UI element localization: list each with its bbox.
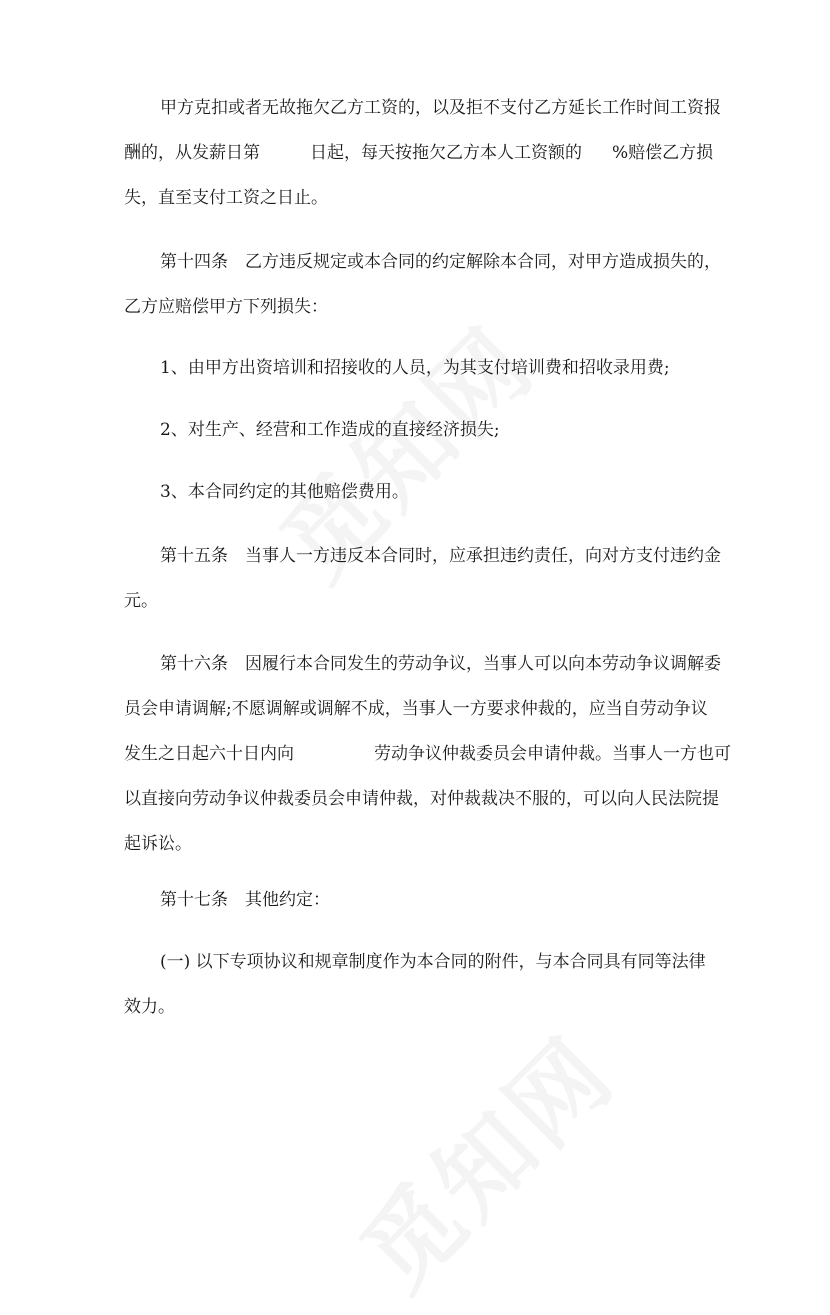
list-item-1 [124,346,714,391]
watermark [326,1002,639,1315]
text-line: 3、本合同约定的其他赔偿费用。 [160,482,409,502]
text-fragment: 劳动争议仲裁委员会申请仲裁。当事人一方也可 [374,744,731,764]
paragraph-article-17 [124,878,714,923]
list-item-3 [124,470,714,515]
list-item-2 [124,408,714,453]
text-line: 第十五条 当事人一方违反本合同时，应承担违约责任，向对方支付违约金 [160,546,721,566]
text-line: 2、对生产、经营和工作造成的直接经济损失; [160,420,500,440]
text-line: 起诉讼。 [124,834,192,854]
text-fragment: 酬的，从发薪日第 [124,143,260,163]
text-line: 以直接向劳动争议仲裁委员会申请仲裁，对仲裁裁决不服的，可以向人民法院提 [124,789,719,809]
text-line: (一) 以下专项协议和规章制度作为本合同的附件，与本合同具有同等法律 [160,952,706,972]
text-line: 员会申请调解;不愿调解或调解不成，当事人一方要求仲裁的，应当自劳动争议 [124,699,708,719]
text-line [124,131,714,176]
text-line: 甲方克扣或者无故拖欠乙方工资的，以及拒不支付乙方延长工作时间工资报 [160,98,721,118]
text-line [124,732,731,777]
paragraph-wage-arrears [124,86,721,221]
paragraph-article-14 [124,240,721,330]
text-line: 效力。 [124,997,175,1017]
paragraph-annex-clause [124,940,714,1030]
text-line: 1、由甲方出资培训和招接收的人员，为其支付培训费和招收录用费; [160,358,670,378]
text-line: 失，直至支付工资之日止。 [124,188,328,208]
text-line: 元。 [124,591,158,611]
paragraph-article-15 [124,534,721,624]
text-fragment: %赔偿乙方损 [612,143,714,163]
text-line: 第十四条 乙方违反规定或本合同的约定解除本合同，对甲方造成损失的， [160,252,721,272]
paragraph-article-16 [124,642,731,867]
text-line: 第十七条 其他约定： [160,890,330,910]
text-fragment: 日起，每天按拖欠乙方本人工资额的 [310,143,582,163]
text-line: 第十六条 因履行本合同发生的劳动争议，当事人可以向本劳动争议调解委 [160,654,721,674]
text-fragment: 发生之日起六十日内向 [124,744,294,764]
text-line: 乙方应赔偿甲方下列损失： [124,297,328,317]
